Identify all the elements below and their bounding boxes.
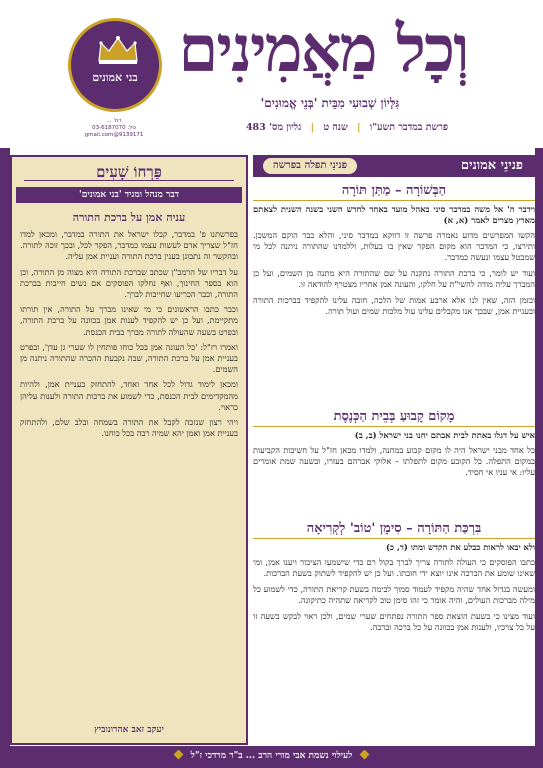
footer-dedication: לעילוי נשמת אבי מורי הרב ... ב"ר מרדכי ז"ל — [190, 751, 353, 761]
sidebar-subtitle: דבר מנהל ומגיד 'בני אמונים' — [16, 187, 242, 203]
footer-text — [20, 750, 523, 761]
article-3 — [253, 518, 535, 740]
right-section-bar — [253, 155, 535, 177]
article-paragraph: הקשו המפרשים מדוע נאמרה פרשה זו דווקא במדבר סיני, והלא כבר הוקם המשכן. ותירצו, כי המדבר הוא מקום הפקר שאין בו בעלות, וללמדנו שהתורה ניתנה לכל מי שמבטל עצמו ונעשה כמדבר. — [253, 230, 535, 262]
issue-separator: | — [357, 122, 361, 133]
sidebar-heading: עניה אמן על ברכת התורה — [72, 211, 186, 224]
article-paragraph: ועוד יש לומר, כי ברכת התורה נתקנה על שם שהתורה היא מתנה מן השמים, ועל כן המברך עליה מודה להשי"ת על חלקו, והעונה אמן אחריו מצטרף להודאה זו. — [253, 268, 535, 289]
sidebar-paragraph: ומכאן לימוד גדול לכל אחד ואחד, להתחזק בעניית אמן, ולהיות מהמקדימים לבית הכנסת, כדי לשמוע את ברכות התורה ולענות עליהן כראוי. — [20, 379, 238, 412]
article-quote: ולא יבאו לראות כבלע את הקדש ומתו (ד, כ) — [385, 542, 535, 552]
contact-block — [82, 118, 146, 139]
issue-separator: | — [310, 122, 315, 133]
sidebar-paragraph: ויהי רצון שנזכה לקבל את התורה בשמחה ובלב שלם, ולהתחזק בעניית אמן ואמן יהא שמיה רבה בכל כוחנו. — [20, 417, 238, 439]
issue-year: שנה ט — [323, 122, 348, 133]
dedication-footer — [0, 746, 543, 768]
article-quote: איש על דגלו באתת לבית אבתם יחנו בני ישראל (ב, ב) — [354, 430, 535, 440]
logo-text: בני אמונים — [92, 71, 138, 84]
article-paragraph: כתבו הפוסקים כי העולה לתורה צריך לברך בקול רם כדי שישמעו הציבור ויענו אמן, ומי שאינו שומע את הברכה אינו יוצא ידי חובתו. ועל כן יש להקפיד לשתוק בשעת הברכות. — [253, 557, 535, 578]
diamond-icon — [360, 750, 370, 759]
article-quote: וידבר ה' אל משה במדבר סיני באהל מועד באחד לחדש השני בשנה השנית לצאתם מארץ מצרים לאמר (א, א) — [253, 204, 535, 225]
article-2 — [253, 406, 535, 518]
article-heading: מָקוֹם קָבוּעַ בְּבֵית הַכְּנֶסֶת — [253, 408, 535, 427]
sidebar-body — [20, 229, 238, 719]
issue-number: גליון מס' 483 — [245, 122, 302, 133]
article-paragraph: ובזמן הזה, שאין לנו אלא ארבע אמות של הלכה, חובה עלינו להקפיד בברכות התורה ובעניית אמן, שבכך אנו מקבלים עלינו עול מלכות שמים ועול תורה. — [253, 295, 535, 316]
newsletter-subtitle: גִּלָּיוֹן שְׁבוּעִי מִבֵּית 'בְּנֵי אֱמוּנִים' — [260, 96, 400, 110]
article-paragraph: כל אחד מבני ישראל היה לו מקום קבוע במחנה, ולמדו מכאן חז"ל על חשיבות הקביעות במקום התפלה. כל הקובע מקום לתפלתו – אלוקי אברהם בעזרו, ובשעה שמת אומרים עליו: אי עניו אי חסיד. — [253, 445, 535, 477]
article-heading: הַבְּשׁוֹרָה – מַתַּן תּוֹרָה — [253, 182, 535, 201]
article-paragraph: ועוד מצינו כי בשעת הוצאת ספר התורה נפתחים שערי שמים, ולכן ראוי לבקש בשעה זו על כל צרכיו, ולענות אמן בכוונה על כל ברכה וברכה. — [253, 611, 535, 632]
newsletter-title: וְכָל מַאֲמִינִים — [178, 12, 468, 87]
sidebar-paragraph: בפרשתנו פ' במדבר, קבלו ישראל את התורה במדבר, ומכאן למדו חז"ל שצריך אדם לעשות עצמו כמדבר, הפקר לכל, ובכך זוכה לתורה. ובהקשר זה נתבונן בענין ברכת התורה ועניית אמן עליה. — [20, 229, 238, 262]
contact-line: רח' ... — [106, 118, 122, 124]
logo-badge — [68, 18, 162, 112]
right-section-label: פנינֵי אמונים — [461, 158, 523, 173]
sidebar-paragraph: ואמרו רז"ל: 'כל העונה אמן בכל כוחו פותחין לו שערי גן עדן', ובפרט בעניית אמן על ברכת התורה, שבה נקבעת ההכרה שהתורה ניתנה מן השמים. — [20, 341, 238, 375]
sidebar-title: פַּרְחוֹ שָׁעִים — [24, 163, 234, 181]
issue-parasha: פרשת במדבר תשע"ו — [369, 122, 449, 133]
diamond-icon — [173, 750, 183, 759]
issue-line — [187, 122, 507, 138]
article-1 — [253, 180, 535, 406]
sidebar-paragraph: על דבריו של הרמב"ן שכתב שברכת התורה היא מצוה מן התורה, וכן הוא בספר החינוך, ואף נחלקו הפוסקים אם נשים חייבות בברכת התורה, וכבר הכריעו שחייבות לברך. — [20, 266, 238, 300]
right-section-pill: פנינֵי תפלה בפרשה — [263, 158, 357, 174]
sidebar-signature: יעקב זאב אהרונוביץ — [94, 725, 164, 735]
article-heading: בִּרְכַּת הַתּוֹרָה – סִימָן 'טוֹב' לְקְרִיאָה — [253, 520, 535, 539]
masthead — [0, 0, 543, 148]
main-column — [253, 180, 535, 744]
contact-line: טל. 03-6187070 — [92, 125, 136, 131]
article-paragraph: ומעשה בגדול אחד שהיה מקפיד לעמוד סמוך לבימה בשעת קריאת התורה, כדי לשמוע כל מילה מברכות העולים, והיה אומר כי זהו סימן טוב לקריאה שתהיה כתיקונה. — [253, 584, 535, 605]
crown-icon — [97, 35, 139, 65]
editorial-sidebar — [10, 155, 248, 745]
contact-email[interactable]: 9139171@gmail.com — [84, 132, 144, 138]
sidebar-paragraph: וכבר כתבו הראשונים כי מי שאינו מברך על התורה, אין תורתו מתקיימת, ועל כן יש להקפיד לענות אמן בכוונה על ברכת התורה, ובפרט בשעה שהעולה לתורה מברך בבית הכנסת. — [20, 304, 238, 337]
